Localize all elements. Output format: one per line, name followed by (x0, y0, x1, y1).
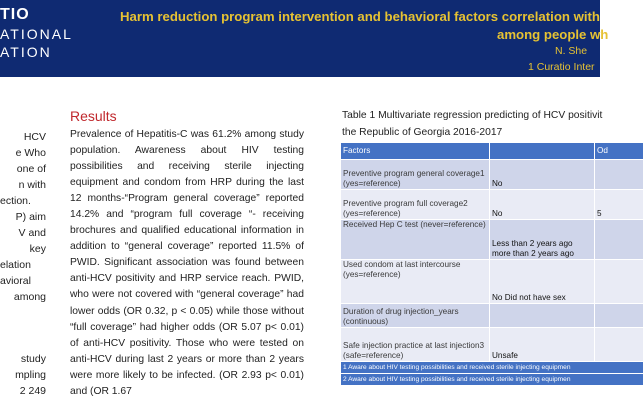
row-factor: Safe injection practice at last injection3 (safe=reference) (341, 328, 490, 362)
logo-line-2: ATIONAL (0, 26, 73, 42)
table-footnote: 2 Aware about HIV testing possibilities and received sterile injecting equipmen (341, 374, 644, 386)
table-footnote: 1 Aware about HIV testing possibilities and received sterile injecting equipmen (341, 362, 644, 374)
row-category: No (490, 160, 595, 190)
row-category: Unsafe (490, 328, 595, 362)
row-factor: Duration of drug injection_years (continuous) (341, 304, 490, 328)
table-header-row (341, 143, 644, 160)
regression-table-container (340, 142, 608, 400)
row-factor: Used condom at last intercourse (yes=reference) (341, 260, 490, 304)
row-factor: Preventive program general coverage1 (yes=reference) (341, 160, 490, 190)
row-value (595, 304, 644, 328)
logo-line-1: TIO (0, 6, 30, 23)
left-fragment: key (29, 243, 46, 255)
author-affiliation: 1 Curatio Inter (528, 61, 595, 73)
table-footnote-row (341, 374, 644, 386)
left-fragment: among (13, 291, 46, 303)
row-value (595, 220, 644, 260)
left-fragment: one of (16, 163, 46, 175)
curatio-logo (0, 5, 73, 60)
header-odds: Od (595, 143, 644, 160)
left-fragment: 2 249 (19, 385, 46, 397)
regression-table (340, 142, 644, 386)
row-category (490, 304, 595, 328)
row-value (595, 160, 644, 190)
poster-header (0, 0, 609, 77)
row-value: 5 (595, 190, 644, 220)
table-row (341, 220, 644, 260)
row-category: No Did not have sex (490, 260, 595, 304)
left-fragment: e Who (15, 147, 46, 159)
left-fragment: V and (18, 227, 46, 239)
left-fragment: HCV (23, 131, 46, 143)
left-fragment: avioral (0, 275, 31, 287)
row-category: Less than 2 years ago more than 2 years ago (490, 220, 595, 260)
table-caption-line-2: the Republic of Georgia 2016-2017 (342, 127, 503, 138)
header-category (490, 143, 595, 160)
results-heading: Results (70, 108, 117, 124)
row-factor: Preventive program full coverage2 (yes=reference) (341, 190, 490, 220)
left-fragment: study (20, 353, 46, 365)
left-fragment: n with (18, 179, 46, 191)
table-row (341, 160, 644, 190)
row-value (595, 328, 644, 362)
row-category: No (490, 190, 595, 220)
table-row (341, 328, 644, 362)
results-body: Prevalence of Hepatitis-C was 61.2% among study population. Awareness about HIV testing possibilities and receiving sterile injecting equipment and condom from HRP during the last 12 months-“Program general coverage” reported 14.2% and “program full coverage “- receiving brochures and qualified educational information in addition to “general coverage” reported 11.5% of PWID. Significant association was found between anti-HCV positivity and HRP service reach. PWID, who were not covered with “general coverage” had lower odds (OR 0.32, p < 0.05) while those without “full coverage” had higher odds (OR 5.07 p< 0.01) of anti-HCV positivity. Those who were tested on anti-HCV during last 2 years or more than 2 years were more likely to be infected. (OR 2.93 p< 0.01) and (OR 1.67 (70, 129, 304, 397)
left-fragment: elation (0, 259, 31, 271)
table-caption-line-1: Table 1 Multivariate regression predicting of HCV positivit (342, 110, 603, 121)
header-factors: Factors (341, 143, 490, 160)
left-fragment: ection. (0, 195, 31, 207)
left-fragment: P) aim (15, 211, 46, 223)
table-row (341, 304, 644, 328)
table-footnote-row (341, 362, 644, 374)
table-row (341, 260, 644, 304)
table-row (341, 190, 644, 220)
logo-line-3: ATION (0, 44, 52, 60)
poster-title-line-1: Harm reduction program intervention and behavioral factors correlation with (120, 9, 600, 24)
table-caption (342, 107, 603, 141)
row-value (595, 260, 644, 304)
poster-title-line-2: among people wh (497, 27, 609, 42)
left-fragment: mpling (15, 369, 46, 381)
row-factor: Received Hep C test (never=reference) (341, 220, 490, 260)
author-name: N. She (555, 45, 588, 57)
